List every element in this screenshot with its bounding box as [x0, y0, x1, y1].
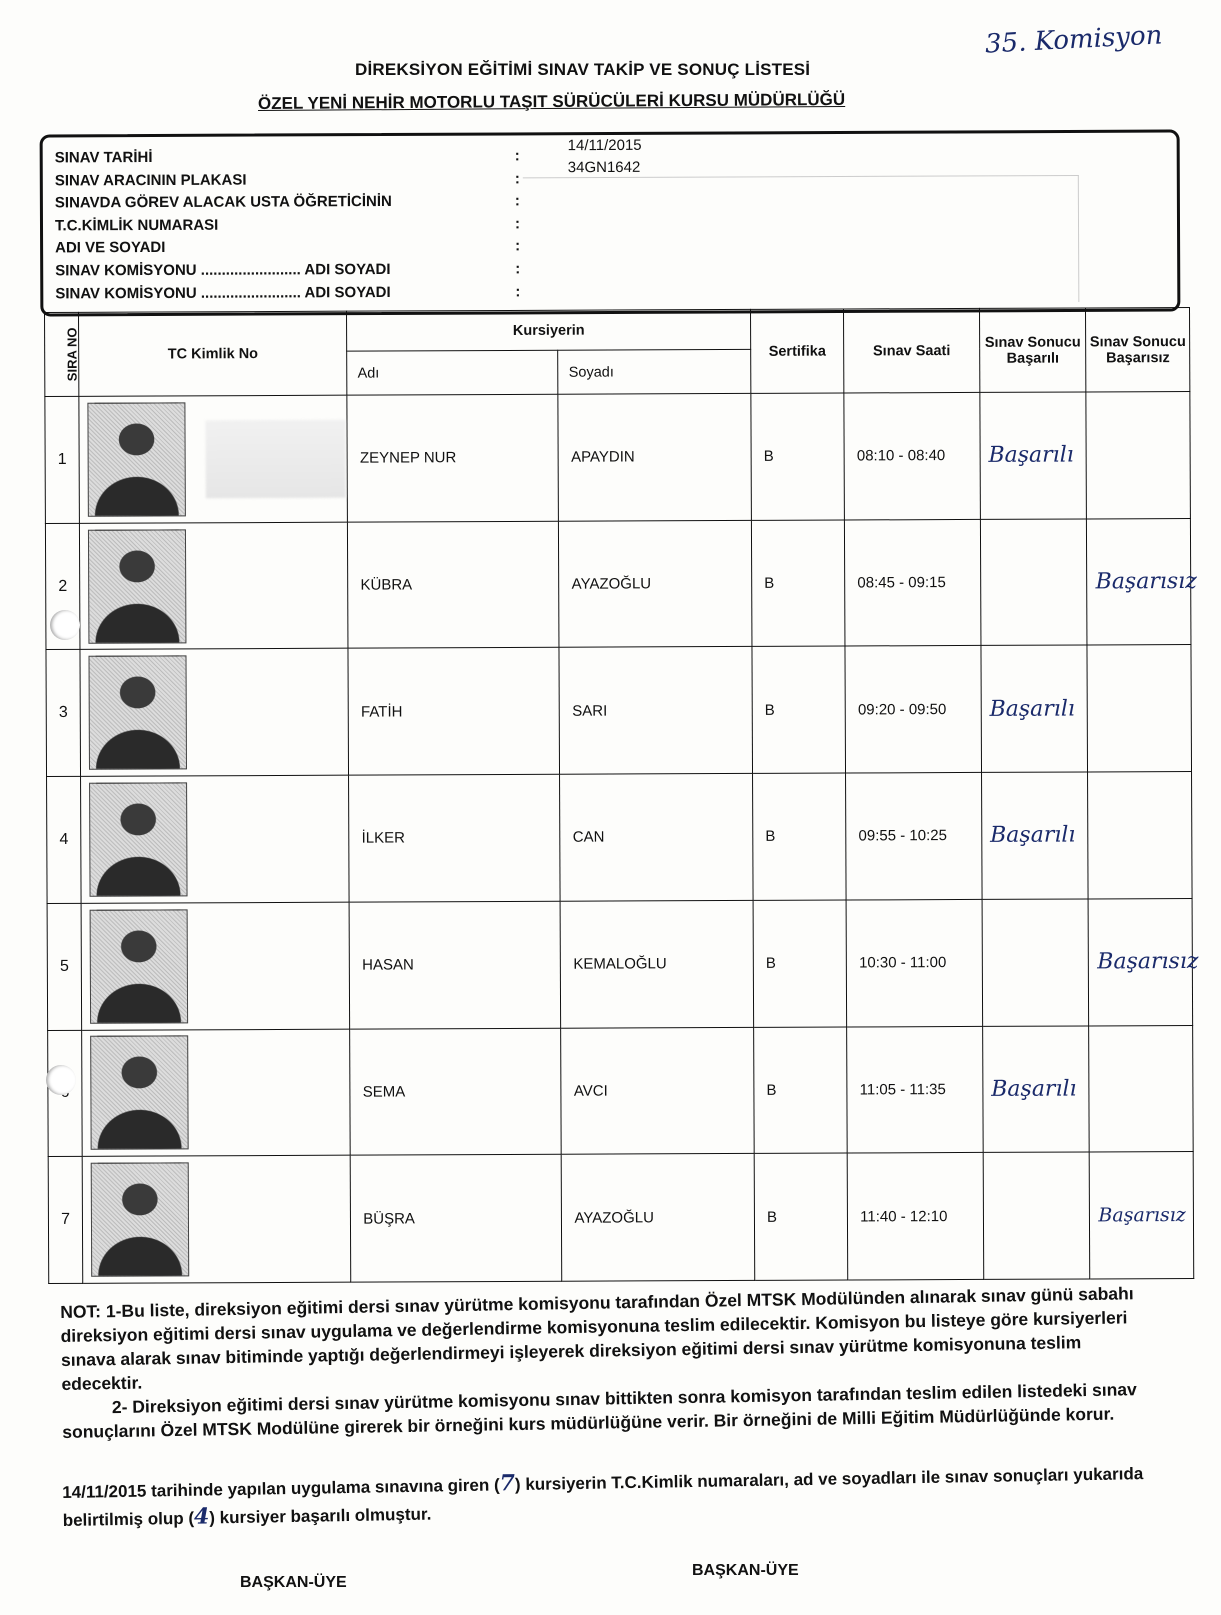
- result-failed: Başarısız: [1090, 1152, 1194, 1279]
- last-name: AVCI: [561, 1027, 754, 1155]
- photo-tc-cell: [80, 649, 349, 777]
- result-passed: Başarılı: [981, 645, 1088, 772]
- student-photo: [88, 529, 186, 643]
- info-labels: [55, 146, 393, 306]
- table-row: [47, 898, 1193, 1030]
- exam-time: 08:10 - 08:40: [844, 392, 980, 519]
- certificate: B: [751, 393, 845, 520]
- colon: :: [515, 260, 521, 278]
- punch-hole: [50, 610, 80, 640]
- exam-time: 08:45 - 09:15: [845, 519, 981, 646]
- result-passed: Başarılı: [980, 392, 1087, 519]
- student-photo: [89, 656, 187, 770]
- label-tc: T.C.KİMLİK NUMARASI: [54, 216, 219, 235]
- summary-statement: [62, 1459, 1153, 1534]
- colon: :: [514, 147, 520, 165]
- total-count: 7: [499, 1470, 516, 1497]
- notes-section: [60, 1281, 1162, 1444]
- student-photo: [88, 402, 186, 516]
- first-name: FATİH: [348, 648, 560, 776]
- first-name: BÜŞRA: [350, 1154, 562, 1282]
- last-name: AYAZOĞLU: [559, 520, 752, 648]
- header-kursiyerin: Kursiyerin: [347, 309, 751, 351]
- header-basarili: Sınav Sonucu Başarılı: [979, 308, 1086, 392]
- first-name: SEMA: [350, 1028, 562, 1156]
- certificate: B: [751, 520, 845, 647]
- last-name: APAYDIN: [558, 393, 751, 521]
- header-tc: TC Kimlik No: [79, 311, 347, 396]
- first-name: KÜBRA: [348, 521, 560, 649]
- certificate: B: [753, 900, 847, 1027]
- punch-hole: [46, 1065, 76, 1095]
- exam-time: 09:20 - 09:50: [845, 646, 981, 773]
- summary-text-3: ) kursiyer başarılı olmuştur.: [209, 1504, 432, 1528]
- colon: :: [515, 282, 521, 300]
- table-row: [47, 772, 1193, 904]
- label-plate: SINAV ARACININ PLAKASI: [54, 171, 247, 190]
- last-name: AYAZOĞLU: [562, 1154, 755, 1282]
- student-photo: [90, 909, 188, 1023]
- table-row: [48, 1025, 1194, 1157]
- label-exam-date: SINAV TARİHİ: [54, 148, 153, 167]
- first-name: ZEYNEP NUR: [347, 394, 559, 522]
- redacted-tc: [206, 420, 346, 499]
- note-paragraph-1: NOT: 1-Bu liste, direksiyon eğitimi dersi sınav yürütme komisyonu tarafından Özel MTSK Modülünden alınarak sınav günü sabahı direksiyon eğitimi dersi sınav uygulama ve değerlendirme komisyonuna teslim edilecektir. Komisyon bu listeye göre kursiyerleri sınava alarak sınav bitiminde yaptığı değerlendirmeyi işleyerek direksiyon eğitimi dersi sınav yürütme komisyonuna teslim edecektir.: [60, 1283, 1134, 1394]
- passed-count: 4: [193, 1503, 210, 1530]
- header-sertifika: Sertifika: [751, 309, 845, 393]
- result-passed: [983, 1152, 1090, 1279]
- result-passed: [982, 899, 1089, 1026]
- photo-tc-cell: [82, 1029, 351, 1157]
- blank-info-area: [523, 175, 1080, 304]
- certificate: B: [754, 1027, 848, 1154]
- row-number: 2: [45, 523, 80, 650]
- row-number: 4: [47, 776, 82, 903]
- header-adi: Adı: [347, 350, 558, 395]
- row-number: 7: [48, 1157, 83, 1284]
- exam-date-value: 14/11/2015: [567, 136, 642, 155]
- document-subtitle: ÖZEL YENİ NEHİR MOTORLU TAŞIT SÜRÜCÜLERİ KURSU MÜDÜRLÜĞÜ: [257, 89, 846, 114]
- result-failed: Başarısız: [1087, 518, 1191, 645]
- result-failed: Başarısız: [1089, 898, 1193, 1025]
- certificate: B: [754, 1153, 848, 1280]
- table-row: [48, 1152, 1194, 1284]
- photo-tc-cell: [81, 902, 350, 1030]
- handwritten-commission-note: 35. Komisyon: [984, 20, 1164, 60]
- result-failed: [1087, 645, 1191, 772]
- note-paragraph-2: 2- Direksiyon eğitimi dersi sınav yürütme komisyonu sınav bittikten sonra komisyon tarafından teslim edilen listedeki sınav sonuçlarını Özel MTSK Modülüne girerek bir örneğini kurs müdürlüğüne verir. Bir örneğini de Milli Eğitim Müdürlüğünde korur.: [62, 1379, 1137, 1442]
- header-basarisiz: Sınav Sonucu Başarısız: [1086, 308, 1190, 392]
- photo-tc-cell: [82, 1155, 351, 1283]
- certificate: B: [752, 646, 846, 773]
- table-row: [45, 392, 1191, 524]
- plate-value: 34GN1642: [567, 158, 641, 177]
- signature-label-left: BAŞKAN-ÜYE: [240, 1574, 347, 1591]
- table-row: [46, 645, 1192, 777]
- colon: :: [515, 237, 521, 255]
- colon: :: [514, 192, 520, 210]
- photo-tc-cell: [81, 775, 350, 903]
- last-name: SARI: [559, 647, 752, 775]
- first-name: HASAN: [349, 901, 561, 1029]
- header-soyadi: Soyadı: [558, 349, 751, 394]
- row-number: 5: [47, 903, 82, 1030]
- result-failed: [1088, 772, 1192, 899]
- table-row: [45, 518, 1191, 650]
- exam-time: 11:05 - 11:35: [847, 1026, 983, 1153]
- result-failed: [1086, 392, 1190, 519]
- row-number: 3: [46, 650, 81, 777]
- label-instructor: SINAVDA GÖREV ALACAK USTA ÖĞRETİCİNİN: [54, 193, 392, 212]
- exam-results-table: [44, 307, 1199, 1284]
- label-commission-2: SINAV KOMİSYONU ........................ ADI SOYADI: [55, 283, 391, 302]
- photo-tc-cell: [80, 522, 349, 650]
- info-colons: [515, 145, 521, 303]
- document-title: DİREKSİYON EĞİTİMİ SINAV TAKİP VE SONUÇ LİSTESİ: [355, 60, 811, 79]
- summary-text-1: 14/11/2015 tarihinde yapılan uygulama sınavına giren (: [62, 1475, 500, 1502]
- colon: :: [514, 169, 520, 188]
- result-passed: [980, 519, 1087, 646]
- header-sinav-saati: Sınav Saati: [844, 308, 980, 393]
- signature-label-right: BAŞKAN-ÜYE: [692, 1562, 799, 1579]
- exam-info-box: [40, 130, 1181, 317]
- exam-time: 09:55 - 10:25: [846, 773, 982, 900]
- exam-time: 10:30 - 11:00: [846, 899, 982, 1026]
- row-number: 1: [45, 396, 80, 523]
- result-failed: [1089, 1025, 1193, 1152]
- last-name: KEMALOĞLU: [561, 900, 754, 1028]
- student-photo: [89, 782, 187, 896]
- certificate: B: [753, 773, 847, 900]
- student-photo: [91, 1162, 189, 1276]
- label-name: ADI VE SOYADI: [55, 239, 166, 257]
- student-photo: [90, 1036, 188, 1150]
- photo-tc-cell: [79, 395, 348, 523]
- label-commission-1: SINAV KOMİSYONU ........................ ADI SOYADI: [55, 260, 391, 280]
- exam-time: 11:40 - 12:10: [847, 1153, 983, 1280]
- colon: :: [514, 215, 521, 233]
- last-name: CAN: [560, 774, 753, 902]
- result-passed: Başarılı: [981, 772, 1088, 899]
- result-passed: Başarılı: [982, 1025, 1089, 1152]
- summary-text-2: ) kursiyerin T.C.Kimlik numaraları, ad ve soyadları ile sınav sonuçları yukarıda belirtilmiş olup (: [62, 1464, 1144, 1530]
- first-name: İLKER: [349, 774, 561, 902]
- header-sira-no: SIRA NO: [45, 312, 80, 396]
